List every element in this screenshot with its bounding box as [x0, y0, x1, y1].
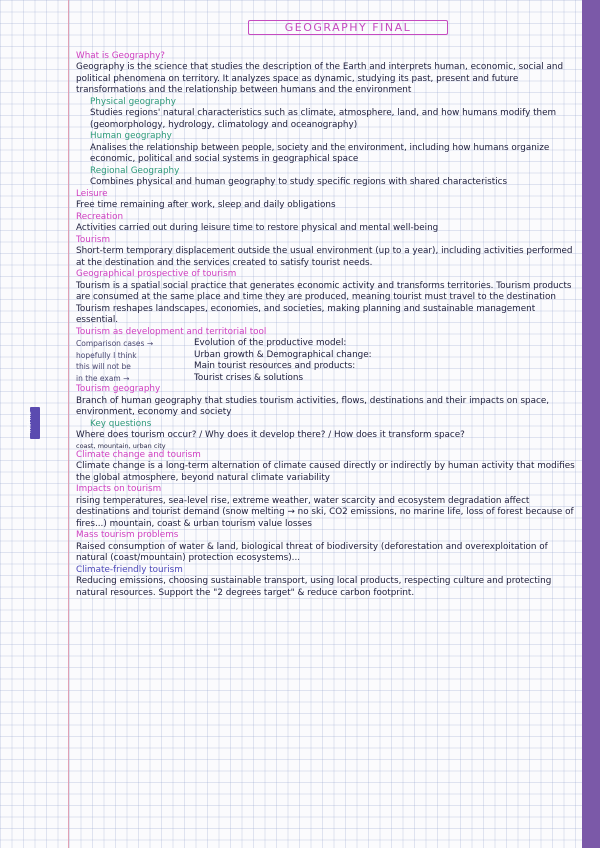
human-body: Analises the relationship between people, society and the environment, including how humans organize economic, political and social systems in geographical space [90, 142, 550, 164]
what-is-body: Geography is the science that studies the description of the Earth and interprets human, economic, social and political phenomena on territory. It analyzes space as dynamic, studying its past, present and future transformations and the relationship between humans and the environment [76, 62, 564, 95]
heading-physical: Physical geography [90, 96, 176, 107]
dev-tool-row-left: in the exam → [76, 373, 130, 383]
heading-climate: Climate change and tourism [76, 449, 201, 460]
impacts-body: rising temperatures, sea-level rise, extreme weather, water scarcity and ecosystem degradation affect destinations and tourist demand (snow melting → no ski, CO2 emissions, no marine life, loss of forest because of fires...) mountain, coast & urban tourism value losses [76, 495, 574, 529]
dev-tool-row-right: Main tourist resources and products: [194, 361, 356, 371]
mass-tourism-body: Raised consumption of water & land, biological threat of biodiversity (deforestation and overexploitation of natural (coast/mountain) protection ecosystems)... [76, 541, 548, 563]
brand-tab [26, 407, 40, 439]
dev-tool-row-left: Comparison cases → [76, 339, 154, 348]
regional-body: Combines physical and human geography to study specific regions with shared characteristics [90, 177, 508, 187]
tourism-body: Short-term temporary displacement outside the usual environment (up to a year), including activities performed at the destination and the services created to satisfy tourist needs. [76, 246, 573, 268]
heading-mass-tourism: Mass tourism problems [76, 530, 179, 540]
margin-line [68, 0, 69, 848]
section-recreation [76, 212, 580, 235]
dev-tool-row-right: Evolution of the productive model: [194, 338, 347, 348]
key-questions-note: coast, mountain, urban city [76, 441, 166, 450]
geo-perspective-body-1: Tourism is a spatial social practice that generates economic activity and transforms territories. Tourism products are consumed at the same place and time they are produced, meaning tourist must travel to the destination [76, 280, 572, 302]
leisure-body: Free time remaining after work, sleep and daily obligations [76, 200, 336, 210]
heading-human: Human geography [90, 131, 172, 141]
heading-tourism: Tourism [76, 234, 111, 245]
heading-geo-perspective: Geographical prospective of tourism [76, 269, 237, 279]
climate-body: Climate change is a long-term alternation of climate caused directly or indirectly by human activity that modifies the global atmosphere, beyond natural climate variability [76, 461, 575, 483]
page-title: GEOGRAPHY FINAL [76, 22, 580, 34]
section-climate [76, 450, 580, 600]
geo-branches [76, 97, 580, 189]
heading-what-is: What is Geography? [76, 50, 165, 61]
recreation-body: Activities carried out during leisure time to restore physical and mental well-being [76, 223, 439, 233]
heading-climate-friendly: Climate-friendly tourism [76, 564, 183, 575]
heading-dev-tool: Tourism as development and territorial tool [76, 326, 267, 337]
dev-tool-row-right: Tourist crises & solutions [194, 372, 304, 383]
notes-content [76, 22, 580, 599]
heading-impacts: Impacts on tourism [76, 484, 162, 494]
dev-tool-row-left: this will not be [76, 362, 131, 371]
section-dev-tool [76, 327, 580, 385]
heading-regional: Regional Geography [90, 165, 180, 176]
brand-tab-label: INSPIRE [26, 411, 33, 433]
heading-recreation: Recreation [76, 211, 124, 222]
key-questions: Where does tourism occur? / Why does it develop there? / How does it transform space? [76, 430, 465, 440]
tourism-geography-body: Branch of human geography that studies tourism activities, flows, destinations and their impacts on space, environment, economy and society [76, 395, 550, 417]
section-leisure [76, 189, 580, 212]
dev-tool-row [76, 338, 580, 350]
section-tourism-geography [76, 384, 580, 450]
physical-body: Studies regions' natural characteristics such as climate, atmosphere, land, and how humans modify them (geomorphology, hydrology, climatology and oceanography) [90, 108, 557, 130]
dev-tool-row-left: hopefully I think [76, 350, 137, 360]
section-tourism [76, 235, 580, 270]
dev-tool-row [76, 350, 580, 362]
binder-stripe [582, 0, 600, 848]
geo-perspective-body-2: Tourism reshapes landscapes, economies, and societies, making planning and sustainable management essential. [76, 303, 536, 325]
dev-tool-row [76, 373, 580, 385]
climate-friendly-body: Reducing emissions, choosing sustainable transport, using local products, respecting culture and protecting natural resources. Support the "2 degrees target" & reduce carbon footprint. [76, 576, 552, 598]
heading-leisure: Leisure [76, 188, 108, 199]
section-geo-perspective [76, 269, 580, 327]
dev-tool-row-right: Urban growth & Demographical change: [194, 349, 372, 360]
dev-tool-row [76, 361, 580, 373]
heading-key-questions: Key questions [90, 418, 152, 429]
section-what-is-geography [76, 51, 580, 189]
heading-tourism-geography: Tourism geography [76, 384, 161, 394]
